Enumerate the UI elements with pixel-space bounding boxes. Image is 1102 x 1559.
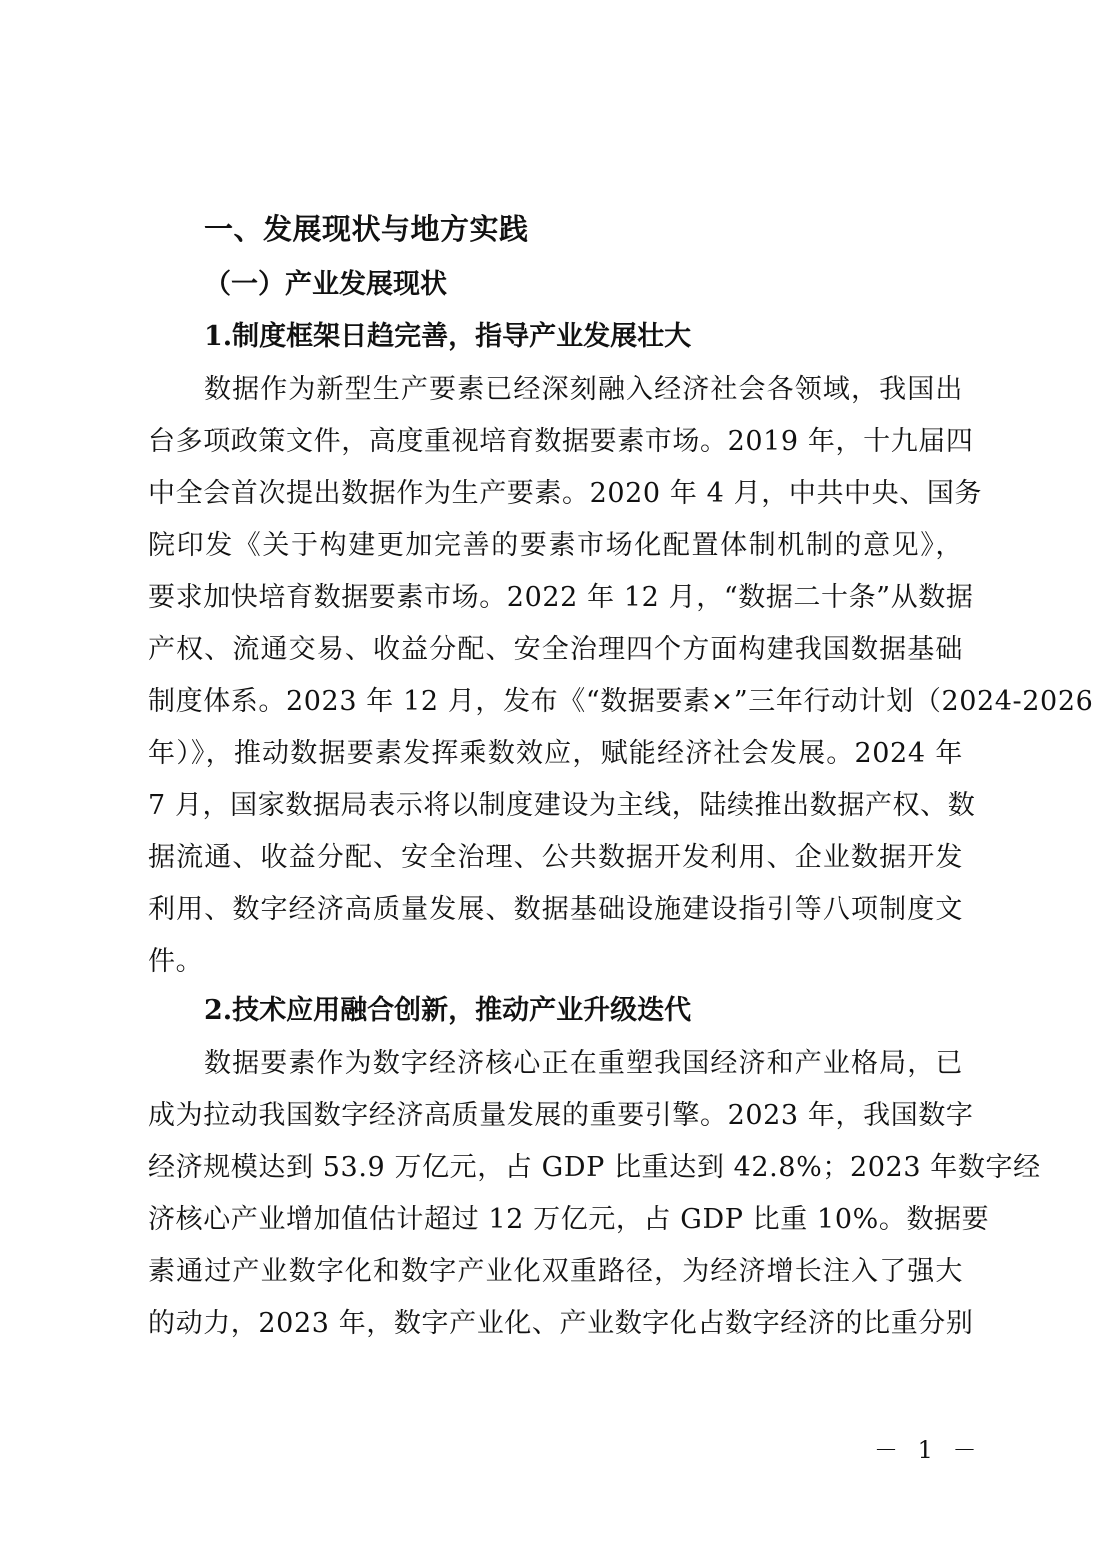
paragraph-line: 制度体系。2023 年 12 月，发布《“数据要素×”三年行动计划（2024-2026 [148,686,1094,717]
paragraph-line: 年）》，推动数据要素发挥乘数效应，赋能经济社会发展。2024 年 [148,738,963,769]
paragraph-line: 要求加快培育数据要素市场。2022 年 12 月，“数据二十条”从数据 [148,582,974,613]
paragraph-line: 产权、流通交易、收益分配、安全治理四个方面构建我国数据基础 [148,634,963,665]
section-heading-1: 一、发展现状与地方实践 [204,212,529,246]
paragraph-line: 据流通、收益分配、安全治理、公共数据开发利用、企业数据开发 [148,842,963,873]
paragraph-line: 7 月，国家数据局表示将以制度建设为主线，陆续推出数据产权、数 [148,790,976,821]
paragraph-line: 中全会首次提出数据作为生产要素。2020 年 4 月，中共中央、国务 [148,478,983,509]
page-number: － 1 － [874,1436,983,1464]
paragraph-line: 数据作为新型生产要素已经深刻融入经济社会各领域，我国出 [204,374,963,405]
subheading-1: 1.制度框架日趋完善，指导产业发展壮大 [204,321,692,352]
paragraph-line: 院印发《关于构建更加完善的要素市场化配置体制机制的意见》， [148,530,963,561]
paragraph-2 [148,1040,1041,1352]
paragraph-line: 济核心产业增加值估计超过 12 万亿元，占 GDP 比重 10%。数据要 [148,1204,990,1235]
paragraph-line: 数据要素作为数字经济核心正在重塑我国经济和产业格局，已 [204,1048,963,1079]
paragraph-line: 素通过产业数字化和数字产业化双重路径，为经济增长注入了强大 [148,1256,963,1287]
paragraph-line: 台多项政策文件，高度重视培育数据要素市场。2019 年，十九届四 [148,426,974,457]
paragraph-1 [148,366,1094,990]
paragraph-line: 的动力，2023 年，数字产业化、产业数字化占数字经济的比重分别 [148,1308,974,1339]
paragraph-line: 经济规模达到 53.9 万亿元，占 GDP 比重达到 42.8%；2023 年数字经 [148,1152,1041,1183]
subsection-heading: （一）产业发展现状 [204,269,447,300]
paragraph-line: 件。 [148,946,204,977]
paragraph-line: 利用、数字经济高质量发展、数据基础设施建设指引等八项制度文 [148,894,963,925]
paragraph-line: 成为拉动我国数字经济高质量发展的重要引擎。2023 年，我国数字 [148,1100,974,1131]
subheading-2: 2.技术应用融合创新，推动产业升级迭代 [204,995,692,1026]
